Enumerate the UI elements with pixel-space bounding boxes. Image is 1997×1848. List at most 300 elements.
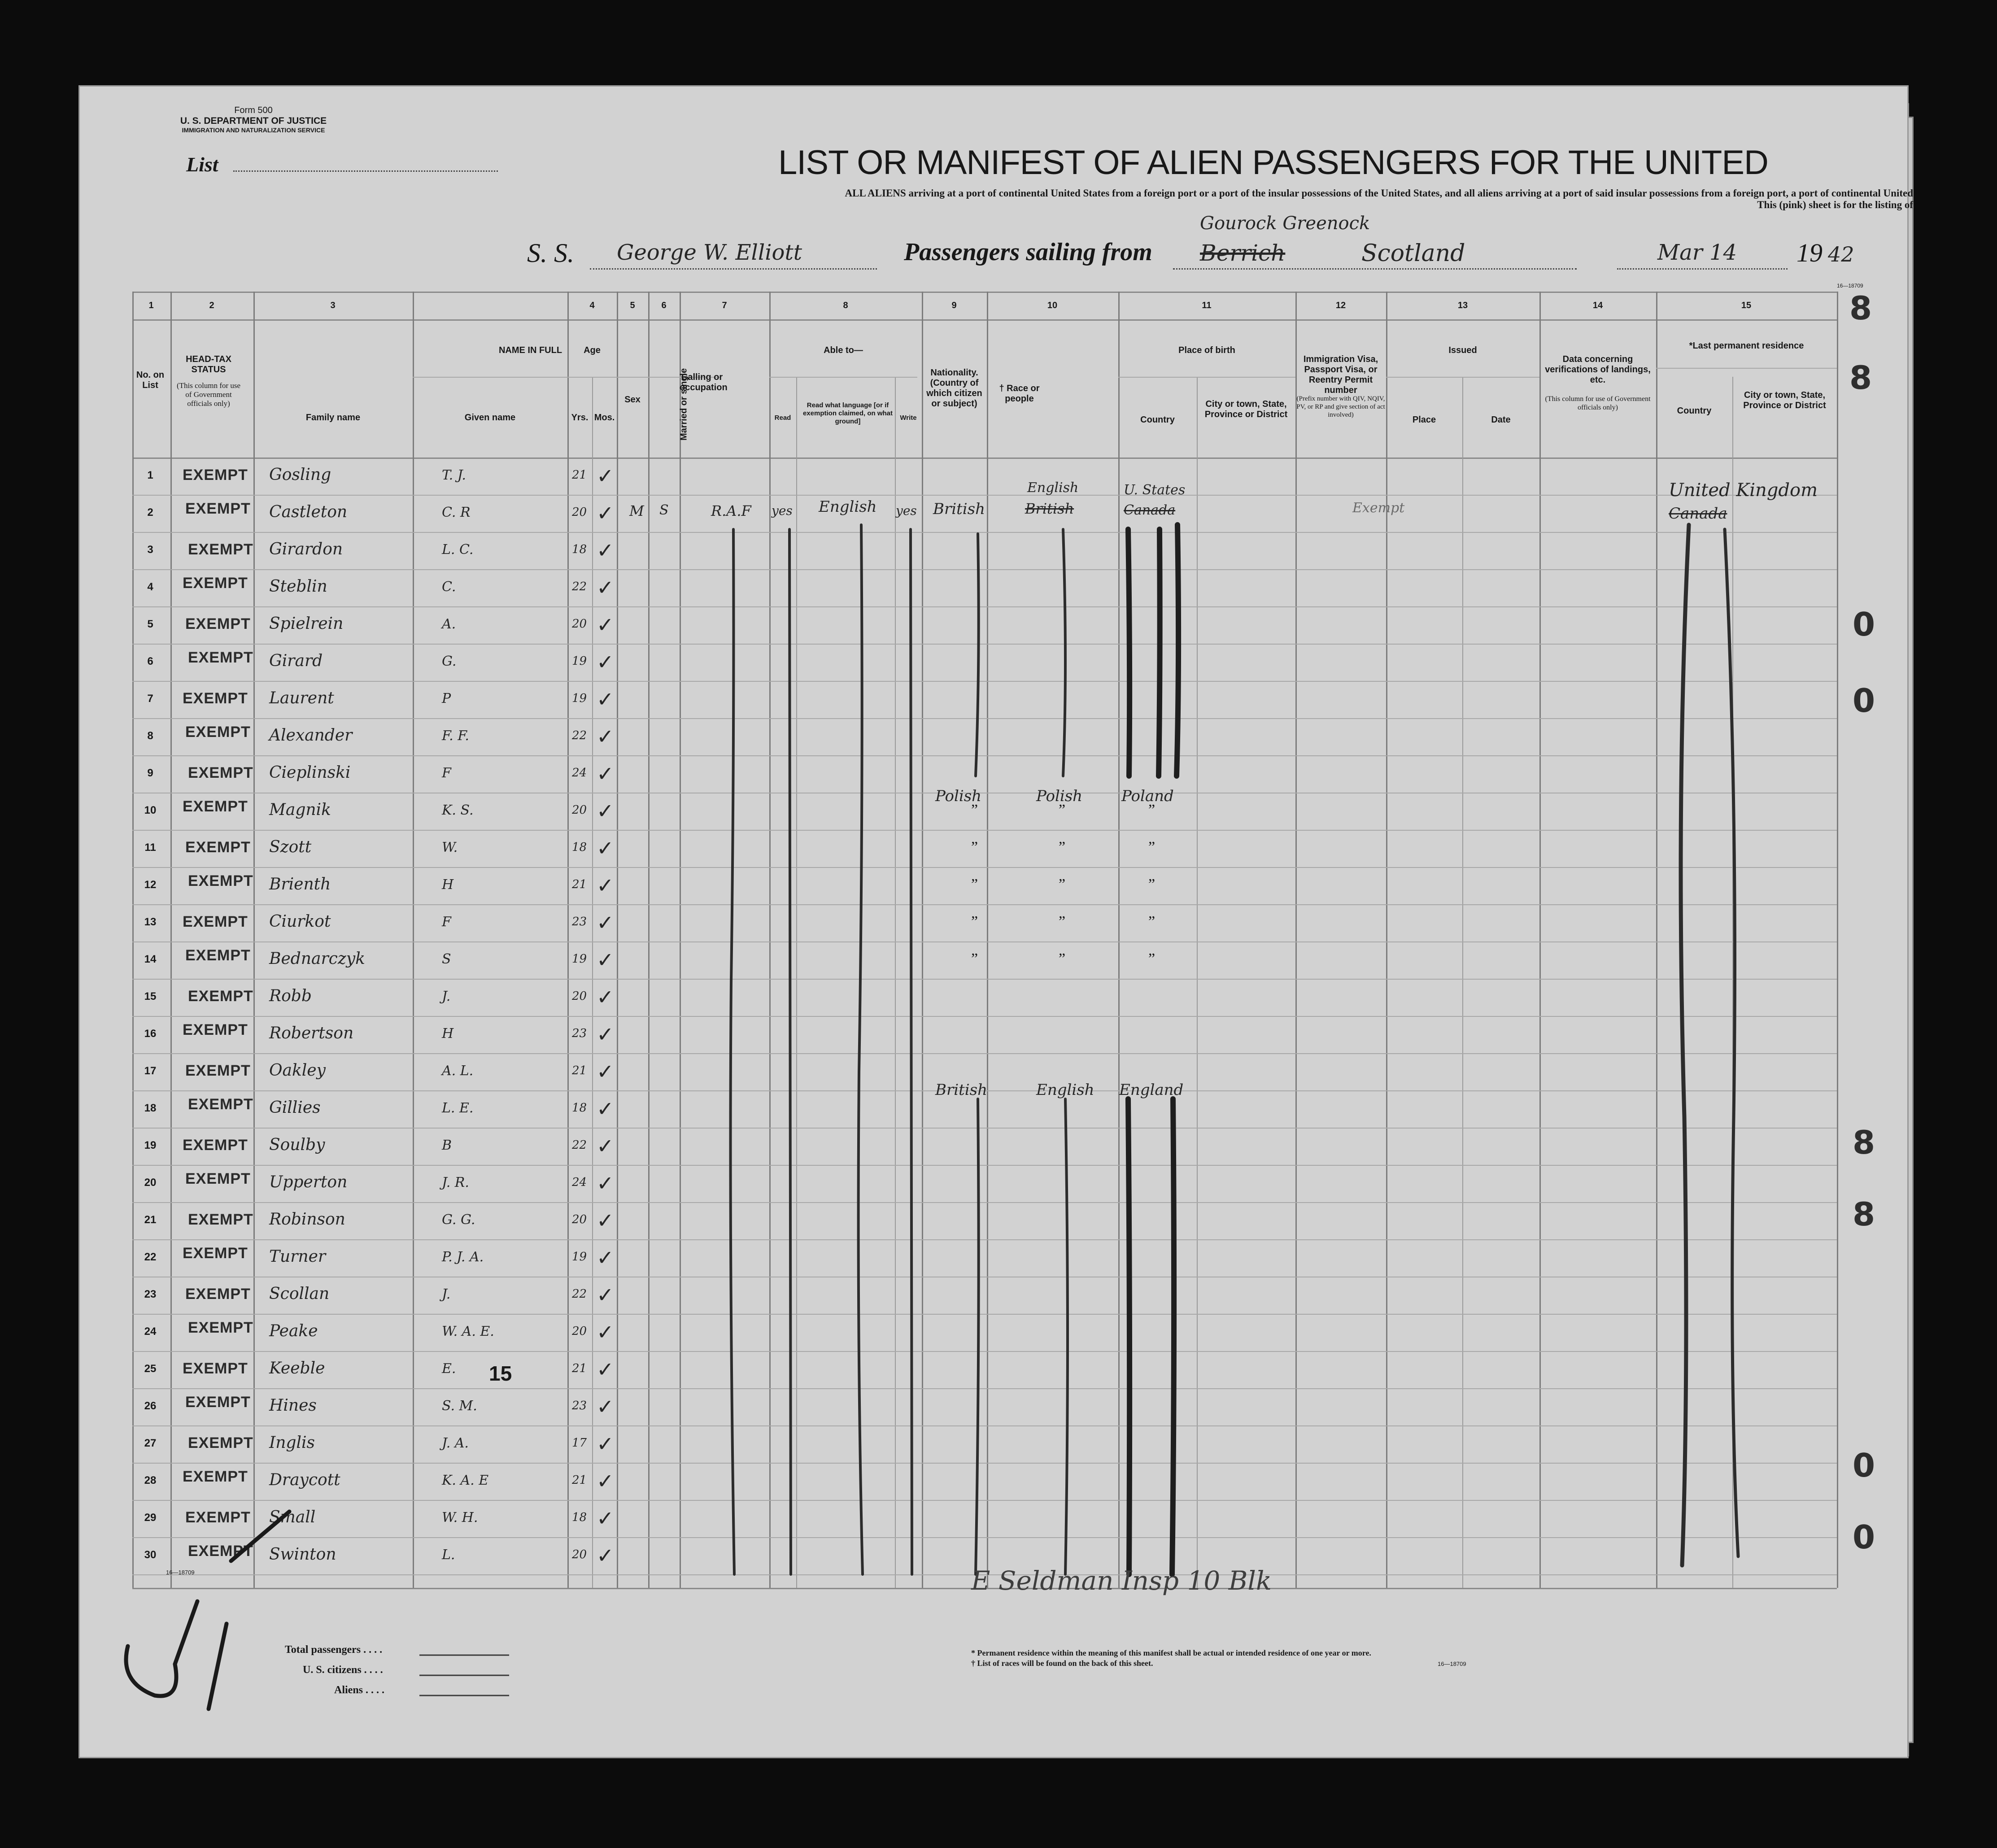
row-number: 23 (144, 1288, 157, 1300)
family-name: Szott (269, 838, 312, 856)
row-number: 25 (144, 1363, 157, 1375)
ditto-mark-icon: ” (971, 913, 978, 930)
family-name: Robertson (269, 1024, 354, 1042)
header-name-in-full: NAME IN FULL (498, 345, 562, 355)
checkmark-icon: ✓ (597, 1470, 614, 1493)
head-tax-status-stamp: EXEMPT (185, 1394, 251, 1411)
family-name: Gillies (269, 1098, 321, 1117)
margin-punch-mark: 8 (1849, 289, 1872, 327)
age-years: 22 (572, 580, 587, 593)
row15-country: England (1119, 1081, 1184, 1099)
age-years: 20 (572, 1213, 587, 1226)
sailing-date: Mar 14 (1657, 240, 1737, 265)
head-tax-status-stamp: EXEMPT (188, 1211, 253, 1228)
head-tax-status-stamp: EXEMPT (183, 690, 248, 707)
header-able-to: Able to— (824, 345, 863, 355)
checkmark-icon: ✓ (597, 614, 614, 636)
header-calling: Calling or occupation (680, 372, 728, 392)
given-name: W. A. E. (442, 1324, 494, 1339)
footnote-races: † List of races will be found on the back of this sheet. (971, 1659, 1153, 1668)
head-tax-status-stamp: EXEMPT (183, 1137, 248, 1154)
family-name: Robinson (269, 1210, 345, 1229)
total-passengers-label: Total passengers . . . . (285, 1644, 383, 1656)
family-name: Robb (269, 987, 312, 1005)
given-name: L. E. (442, 1100, 474, 1116)
ditto-mark-icon: ” (1059, 802, 1066, 818)
given-name: J. A. (442, 1435, 469, 1451)
row1-race: English (1027, 480, 1079, 496)
column-number: 8 (843, 301, 848, 310)
header-landings: Data concerning verifications of landings, etc. (1545, 354, 1651, 385)
checkmark-icon: ✓ (597, 911, 614, 934)
age-years: 18 (572, 841, 587, 854)
family-name: Draycott (269, 1471, 340, 1489)
footnote-residence: * Permanent residence within the meaning of this manifest shall be actual or intended residence of one year or more. (971, 1648, 1371, 1657)
family-name: Inglis (269, 1434, 315, 1452)
given-name: F (442, 765, 451, 781)
family-name: Soulby (269, 1136, 325, 1154)
head-tax-status-stamp: EXEMPT (183, 913, 248, 930)
given-name: S (442, 951, 451, 967)
head-tax-status-stamp: EXEMPT (183, 575, 248, 592)
year-handwritten: 42 (1828, 242, 1854, 266)
ditto-mark-icon: ” (971, 876, 978, 893)
given-name: H (442, 1026, 454, 1042)
header-issued-date: Date (1491, 415, 1511, 425)
ditto-mark-icon: ” (1059, 876, 1066, 893)
count-stamp: 15 (489, 1362, 512, 1385)
checkmark-icon: ✓ (597, 800, 614, 823)
column-number: 5 (630, 301, 635, 310)
row1-married: S (659, 502, 669, 518)
family-name: Small (269, 1508, 316, 1526)
family-name: Brienth (269, 875, 331, 893)
age-years: 24 (572, 1176, 587, 1189)
row-number: 4 (147, 581, 153, 593)
head-tax-status-stamp: EXEMPT (188, 764, 253, 781)
margin-punch-mark: 8 (1853, 1195, 1875, 1233)
head-tax-status-stamp: EXEMPT (185, 724, 251, 741)
checkmark-icon: ✓ (597, 763, 614, 785)
row-number: 24 (144, 1325, 157, 1338)
age-years: 20 (572, 803, 587, 817)
given-name: P. J. A. (442, 1249, 484, 1265)
margin-punch-mark: 0 (1853, 682, 1875, 719)
column-number: 10 (1047, 301, 1058, 310)
ditto-mark-icon: ” (1059, 839, 1066, 855)
age-years: 20 (572, 617, 587, 631)
ditto-mark-icon: ” (1148, 839, 1155, 855)
head-tax-status-stamp: EXEMPT (188, 1319, 253, 1336)
age-years: 19 (572, 692, 587, 705)
family-name: Alexander (269, 726, 353, 745)
head-tax-status-stamp: EXEMPT (185, 1286, 251, 1303)
checkmark-icon: ✓ (597, 1023, 614, 1046)
head-tax-status-stamp: EXEMPT (188, 872, 253, 889)
row9-nationality: Polish (935, 787, 982, 805)
ship-name: George W. Elliott (617, 240, 802, 265)
given-name: F. F. (442, 728, 469, 744)
header-write: Write (900, 414, 917, 422)
row1-read: yes (772, 503, 793, 518)
row1-write: yes (896, 503, 917, 518)
header-country: Country (1140, 415, 1175, 425)
checkmark-icon: ✓ (597, 986, 614, 1009)
margin-punch-mark: 8 (1853, 1124, 1875, 1161)
header-married: Married or single (679, 368, 689, 441)
row1-birth-country-struck: Canada (1124, 502, 1176, 518)
row-number: 1 (147, 469, 153, 481)
given-name: T. J. (442, 467, 466, 483)
header-mos: Mos. (594, 413, 615, 423)
given-name: J. R. (442, 1175, 469, 1190)
row-number: 2 (147, 506, 153, 519)
row1-nationality: British (933, 500, 985, 518)
given-name: C. R (442, 505, 471, 520)
age-years: 21 (572, 878, 587, 891)
checkmark-icon: ✓ (597, 651, 614, 674)
family-name: Spielrein (269, 615, 344, 633)
checkmark-icon: ✓ (597, 874, 614, 897)
subtitle-line2: This (pink) sheet is for the listing of (1757, 199, 1913, 210)
checkmark-icon: ✓ (597, 465, 614, 488)
row-number: 20 (144, 1177, 157, 1189)
given-name: P (442, 691, 451, 706)
checkmark-icon: ✓ (597, 576, 614, 599)
ditto-mark-icon: ” (1148, 876, 1155, 893)
column-number: 1 (148, 301, 154, 310)
head-tax-status-stamp: EXEMPT (183, 1360, 248, 1377)
family-name: Magnik (269, 801, 331, 819)
department: U. S. DEPARTMENT OF JUSTICE (180, 116, 327, 126)
checkmark-icon: ✓ (597, 1544, 614, 1567)
row-number: 13 (144, 916, 157, 928)
row1-language: English (819, 498, 877, 516)
port-correction: Gourock Greenock (1200, 213, 1370, 234)
header-res-country: Country (1677, 406, 1712, 416)
family-name: Turner (269, 1247, 326, 1266)
row-number: 22 (144, 1251, 157, 1263)
ditto-mark-icon: ” (1148, 802, 1155, 818)
age-years: 19 (572, 1250, 587, 1264)
row1-birth-country: U. States (1124, 482, 1186, 498)
family-name: Steblin (269, 577, 327, 596)
head-tax-status-stamp: EXEMPT (185, 1509, 251, 1526)
given-name: A. (442, 616, 456, 632)
family-name: Girardon (269, 540, 343, 558)
port-country: Scotland (1361, 240, 1465, 267)
margin-punch-mark: 0 (1853, 606, 1875, 643)
ditto-mark-icon: ” (971, 950, 978, 967)
given-name: J. (442, 989, 451, 1004)
ditto-mark-icon: ” (971, 839, 978, 855)
margin-punch-mark: 0 (1853, 1447, 1875, 1484)
row-number: 29 (144, 1512, 157, 1524)
family-name: Upperton (269, 1173, 348, 1191)
row-number: 12 (144, 879, 157, 891)
head-tax-status-stamp: EXEMPT (188, 1096, 253, 1113)
row-number: 21 (144, 1214, 157, 1226)
head-tax-status-stamp: EXEMPT (188, 988, 253, 1005)
row-number: 26 (144, 1400, 157, 1412)
age-years: 19 (572, 654, 587, 668)
header-race: † Race or people (999, 384, 1040, 404)
checkmark-icon: ✓ (597, 1395, 614, 1418)
row1-race-struck: British (1025, 500, 1074, 517)
head-tax-status-stamp: EXEMPT (185, 615, 251, 632)
age-years: 20 (572, 1548, 587, 1561)
age-years: 20 (572, 989, 587, 1003)
age-years: 24 (572, 766, 587, 780)
us-citizens-text: U. S. citizens (303, 1664, 362, 1676)
us-citizens-label: U. S. citizens . . . . (303, 1664, 383, 1676)
margin-punch-mark: 8 (1849, 359, 1872, 397)
total-passengers-text: Total passengers (285, 1644, 361, 1656)
given-name: W. (442, 840, 458, 855)
age-years: 23 (572, 1399, 587, 1412)
head-tax-status-stamp: EXEMPT (183, 1468, 248, 1485)
given-name: G. G. (442, 1212, 475, 1228)
family-name: Hines (269, 1396, 317, 1415)
row1-sex: M (629, 502, 644, 519)
family-name: Swinton (269, 1545, 336, 1564)
year-printed: 19 (1796, 238, 1823, 267)
age-years: 20 (572, 506, 587, 519)
header-sex: Sex (624, 395, 641, 405)
row-number: 16 (144, 1028, 157, 1040)
row-number: 15 (144, 990, 157, 1002)
age-years: 18 (572, 1101, 587, 1115)
header-landings-note: (This column for use of Government officials only) (1545, 395, 1651, 411)
ditto-mark-icon: ” (1059, 913, 1066, 930)
row-number: 19 (144, 1139, 157, 1151)
given-name: E. (442, 1361, 456, 1377)
row1-residence-struck: Canada (1669, 505, 1727, 523)
column-number: 2 (209, 301, 214, 310)
column-number: 3 (330, 301, 336, 310)
family-name: Laurent (269, 689, 334, 707)
row-number: 3 (147, 544, 153, 556)
head-tax-status-stamp: EXEMPT (185, 839, 251, 856)
row-number: 10 (144, 804, 157, 816)
age-years: 19 (572, 952, 587, 966)
checkmark-icon: ✓ (597, 1060, 614, 1083)
row-number: 14 (144, 953, 157, 965)
service: IMMIGRATION AND NATURALIZATION SERVICE (182, 126, 325, 134)
port-struck: Berrich (1200, 240, 1286, 266)
age-years: 18 (572, 1511, 587, 1524)
head-tax-status-stamp: EXEMPT (188, 1434, 253, 1451)
given-name: S. M. (442, 1398, 477, 1414)
checkmark-icon: ✓ (597, 1172, 614, 1195)
row-number: 6 (147, 655, 153, 667)
row-number: 17 (144, 1065, 157, 1077)
checkmark-icon: ✓ (597, 502, 614, 525)
family-name: Oakley (269, 1061, 326, 1080)
row15-nationality: British (935, 1081, 987, 1099)
given-name: H (442, 877, 454, 893)
row-number: 8 (147, 730, 153, 742)
checkmark-icon: ✓ (597, 1098, 614, 1120)
header-place-of-birth: Place of birth (1178, 345, 1235, 355)
header-issued: Issued (1448, 345, 1477, 355)
header-head-tax-note: (This column for use of Government officials only) (176, 381, 241, 408)
header-yrs: Yrs. (571, 413, 589, 423)
family-name: Gosling (269, 466, 331, 484)
row9-country: Poland (1121, 787, 1174, 805)
header-res-city: City or town, State, Province or District (1743, 390, 1826, 410)
column-number: 4 (589, 301, 595, 310)
family-name: Keeble (269, 1359, 325, 1377)
header-visa-note: (Prefix number with QIV, NQIV, PV, or RP and give section of act involved) (1296, 395, 1385, 418)
row-number: 5 (147, 618, 153, 630)
head-tax-status-stamp: EXEMPT (185, 947, 251, 964)
footnote-code: 16—18709 (1438, 1661, 1466, 1667)
row1-residence: United Kingdom (1669, 480, 1818, 501)
subtitle-line1: ALL ALIENS arriving at a port of continental United States from a foreign port or a port of the insular possessions of the United States, and all aliens arriving at a port of said insular possessions from a foreign port, a port of continental United (845, 187, 1913, 199)
header-issued-place: Place (1412, 415, 1436, 425)
row-number: 18 (144, 1102, 157, 1114)
checkmark-icon: ✓ (597, 1321, 614, 1344)
family-name: Cieplinski (269, 763, 351, 782)
ditto-mark-icon: ” (971, 802, 978, 818)
column-number: 12 (1335, 301, 1346, 310)
aliens-text: Aliens (334, 1684, 363, 1696)
checkmark-icon: ✓ (597, 539, 614, 562)
age-years: 21 (572, 1473, 587, 1487)
age-years: 22 (572, 1138, 587, 1152)
checkmark-icon: ✓ (597, 1135, 614, 1158)
head-tax-status-stamp: EXEMPT (185, 500, 251, 517)
header-no-on-list: No. on List (136, 370, 165, 390)
checkmark-icon: ✓ (597, 688, 614, 711)
checkmark-icon: ✓ (597, 1507, 614, 1530)
head-tax-status-stamp: EXEMPT (183, 798, 248, 815)
age-years: 20 (572, 1325, 587, 1338)
header-given-name: Given name (464, 413, 516, 423)
row-number: 7 (147, 693, 153, 705)
row-number: 11 (144, 841, 156, 854)
header-age: Age (584, 345, 601, 355)
age-years: 21 (572, 468, 587, 482)
header-nationality: Nationality. (Country of which citizen or subject) (926, 368, 982, 409)
checkmark-icon: ✓ (597, 725, 614, 748)
age-years: 23 (572, 915, 587, 928)
head-tax-status-stamp: EXEMPT (183, 466, 248, 484)
given-name: L. (442, 1547, 455, 1563)
header-family-name: Family name (305, 413, 361, 423)
given-name: J. (442, 1286, 451, 1302)
age-years: 22 (572, 729, 587, 742)
list-label: List (186, 153, 218, 176)
header-city-birth: City or town, State, Province or District (1204, 399, 1288, 419)
given-name: W. H. (442, 1510, 478, 1525)
age-years: 22 (572, 1287, 587, 1301)
row-number: 30 (144, 1549, 157, 1561)
header-head-tax: HEAD-TAX STATUS (186, 354, 231, 375)
given-name: K. S. (442, 802, 474, 818)
print-code: 16—18709 (1837, 283, 1863, 289)
head-tax-status-stamp: EXEMPT (183, 1245, 248, 1262)
given-name: B (442, 1138, 452, 1153)
column-number: 6 (661, 301, 667, 310)
given-name: L. C. (442, 542, 474, 558)
column-number: 14 (1592, 301, 1603, 310)
column-number: 13 (1457, 301, 1468, 310)
header-last-residence: *Last permanent residence (1689, 341, 1804, 351)
ss-label: S. S. (527, 238, 574, 268)
checkmark-icon: ✓ (597, 1433, 614, 1456)
age-years: 21 (572, 1362, 587, 1375)
head-tax-status-stamp: EXEMPT (188, 1543, 253, 1560)
family-name: Bednarczyk (269, 950, 365, 968)
header-read-what: Read what language [or if exemption claimed, on what ground] (802, 401, 893, 425)
head-tax-status-stamp: EXEMPT (188, 541, 253, 558)
checkmark-icon: ✓ (597, 1284, 614, 1307)
family-name: Girard (269, 652, 323, 670)
column-number: 15 (1741, 301, 1752, 310)
ditto-mark-icon: ” (1148, 950, 1155, 967)
head-tax-status-stamp: EXEMPT (185, 1170, 251, 1187)
row1-occupation: R.A.F (711, 502, 751, 519)
checkmark-icon: ✓ (597, 1209, 614, 1232)
form-number: Form 500 (234, 105, 273, 115)
column-number: 9 (951, 301, 957, 310)
ditto-mark-icon: ” (1148, 913, 1155, 930)
age-years: 17 (572, 1436, 587, 1450)
checkmark-icon: ✓ (597, 837, 614, 860)
head-tax-status-stamp: EXEMPT (185, 1062, 251, 1079)
head-tax-status-stamp: EXEMPT (188, 649, 253, 666)
row1-visa: Exempt (1352, 500, 1405, 516)
column-number: 11 (1202, 301, 1212, 310)
checkmark-icon: ✓ (597, 949, 614, 972)
family-name: Scollan (269, 1285, 330, 1303)
footer-print-code: 16—18709 (166, 1569, 195, 1576)
family-name: Castleton (269, 503, 348, 521)
column-number: 7 (722, 301, 727, 310)
given-name: C. (442, 579, 456, 595)
row15-race: English (1036, 1081, 1094, 1099)
ditto-strokes (78, 85, 1909, 1758)
aliens-label: Aliens . . . . (334, 1684, 385, 1696)
given-name: K. A. E (442, 1473, 489, 1488)
given-name: A. L. (442, 1063, 474, 1079)
row-number: 9 (147, 767, 153, 779)
checkmark-icon: ✓ (597, 1247, 614, 1269)
manifest-title: LIST OR MANIFEST OF ALIEN PASSENGERS FOR THE UNITED (778, 144, 1768, 182)
header-read: Read (774, 414, 791, 422)
family-name: Peake (269, 1322, 318, 1340)
ditto-mark-icon: ” (1059, 950, 1066, 967)
family-name: Ciurkot (269, 912, 331, 931)
age-years: 21 (572, 1064, 587, 1077)
checkmark-icon: ✓ (597, 1358, 614, 1381)
row9-race: Polish (1036, 787, 1083, 805)
row-number: 28 (144, 1474, 157, 1486)
age-years: 23 (572, 1027, 587, 1040)
sailing-label: Passengers sailing from (904, 238, 1152, 266)
inspector-signature: E Seldman Insp 10 Blk (971, 1565, 1272, 1596)
given-name: G. (442, 654, 457, 669)
header-visa: Immigration Visa, Passport Visa, or Reentry Permit number (1303, 354, 1378, 395)
margin-punch-mark: 0 (1853, 1518, 1875, 1556)
given-name: F (442, 914, 451, 930)
age-years: 18 (572, 543, 587, 556)
head-tax-status-stamp: EXEMPT (183, 1021, 248, 1038)
manifest-sheet (78, 85, 1913, 1758)
row-number: 27 (144, 1437, 157, 1449)
